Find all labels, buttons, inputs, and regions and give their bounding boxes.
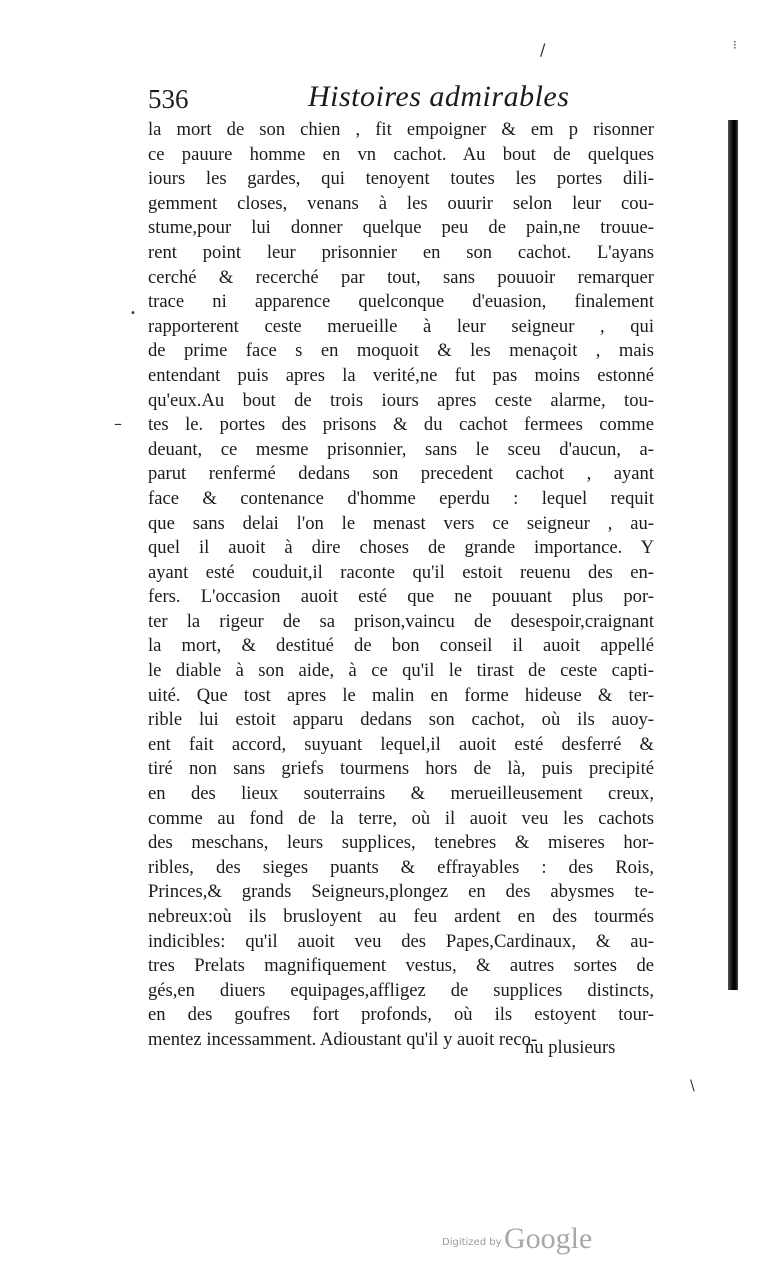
text-line: parut renfermé dedans son precedent cachot , ayant (148, 463, 654, 485)
body-text (148, 118, 654, 1053)
text-line: des meschans, leurs supplices, tenebres & miseres hor- (148, 832, 654, 854)
text-line: gés,en diuers equipages,affligez de supplices distincts, (148, 979, 654, 1001)
text-line: ent fait accord, suyuant lequel,il auoit esté desferré & (148, 733, 654, 755)
text-line: face & contenance d'homme eperdu : lequel requit (148, 487, 654, 509)
catchword: nu plusieurs (525, 1037, 616, 1058)
text-line: mentez incessamment. Adioustant qu'il y auoit reco- (148, 1028, 538, 1050)
text-line: la mort de son chien , fit empoigner & em p risonner (148, 119, 654, 140)
text-line: entendant puis apres la verité,ne fut pas moins estonné (148, 364, 654, 386)
text-line: quel il auoit à dire choses de grande importance. Y (148, 537, 654, 559)
text-line: gemment closes, venans à les ouurir selon leur cou- (148, 192, 654, 214)
running-head (148, 80, 658, 120)
margin-mark: \ (690, 1078, 695, 1094)
text-line: rent point leur prisonnier en son cachot. L'ayans (148, 241, 654, 263)
page-number: 536 (148, 84, 189, 114)
text-line: ce pauure homme en vn cachot. Au bout de quelques (148, 143, 654, 165)
text-line: trace ni apparence quelconque d'euasion, finalement (148, 291, 654, 313)
text-line: fers. L'occasion auoit esté que ne pouuant plus por- (148, 586, 654, 608)
text-line: que sans delai l'on le menast vers ce seigneur , au- (148, 512, 654, 534)
text-line: iours les gardes, qui tenoyent toutes les portes dili- (148, 168, 654, 190)
text-line: tres Prelats magnifiquement vestus, & autres sortes de (148, 955, 654, 977)
margin-mark: – (114, 414, 122, 433)
text-line: stume,pour lui donner quelque peu de pain,ne trouue- (148, 217, 654, 239)
text-line: le diable à son aide, à ce qu'il le tirast de ceste capti- (148, 660, 654, 682)
margin-mark: • (130, 308, 136, 319)
binding-edge-shadow (728, 120, 738, 990)
text-line: nebreux:où ils brusloyent au feu ardent en des tourmés (148, 906, 654, 927)
text-line: indicibles: qu'il auoit veu des Papes,Cardinaux, & au- (148, 930, 654, 952)
text-line: comme au fond de la terre, où il auoit veu les cachots (148, 807, 654, 829)
margin-mark: ⁝ (733, 38, 737, 52)
margin-mark: / (540, 40, 546, 59)
text-line: en des goufres fort profonds, où ils estoyent tour- (148, 1004, 654, 1026)
text-line: cerché & recerché par tout, sans pouuoir remarquer (148, 266, 654, 288)
text-line: en des lieux souterrains & merueilleusement creux, (148, 783, 654, 805)
running-title: Histoires admirables (308, 80, 570, 113)
text-line: ayant esté couduit,il raconte qu'il estoit reuenu des en- (148, 561, 654, 583)
text-line: uité. Que tost apres le malin en forme hideuse & ter- (148, 684, 654, 706)
digitization-watermark (442, 1222, 602, 1262)
text-line: de prime face s en moquoit & les menaçoit , mais (148, 340, 654, 362)
text-line: tes le. portes des prisons & du cachot fermees comme (148, 414, 654, 436)
text-line: Princes,& grands Seigneurs,plongez en des abysmes te- (148, 881, 654, 903)
text-line: ter la rigeur de sa prison,vaincu de desespoir,craignant (148, 610, 654, 632)
text-line: qu'eux.Au bout de trois iours apres ceste alarme, tou- (148, 389, 654, 411)
text-line: rapporterent ceste merueille à leur seigneur , qui (148, 315, 654, 337)
text-line: tiré non sans griefs tourmens hors de là, puis precipité (148, 758, 654, 780)
digitized-by-label: Digitized by (442, 1237, 502, 1248)
text-line: deuant, ce mesme prisonnier, sans le sceu d'aucun, a- (148, 438, 654, 460)
text-line: ribles, des sieges puants & effrayables : des Rois, (148, 856, 654, 878)
google-logo: Google (504, 1222, 593, 1255)
text-line: la mort, & destitué de bon conseil il auoit appellé (148, 635, 654, 657)
text-line: rible lui estoit apparu dedans son cachot, où ils auoy- (148, 709, 654, 731)
